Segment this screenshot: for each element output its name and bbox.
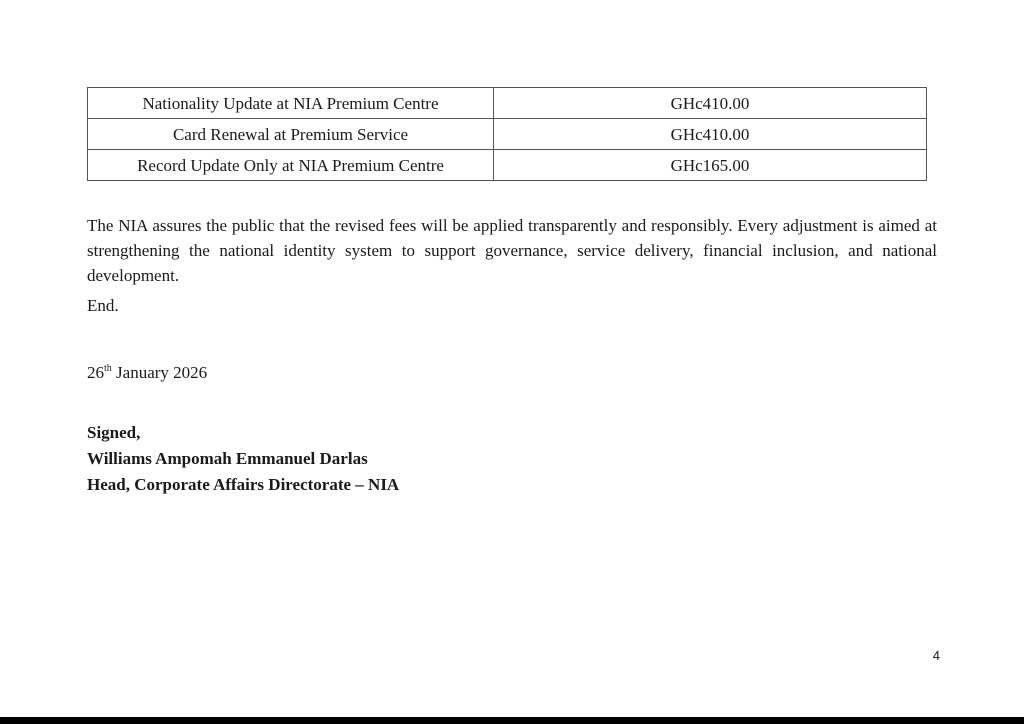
service-cell: Card Renewal at Premium Service <box>88 119 494 150</box>
bottom-border <box>0 717 1024 724</box>
assurance-paragraph: The NIA assures the public that the revised fees will be applied transparently and responsibly. Every adjustment is aimed at strengthening the national identity system to support governance, service delivery, financial inclusion, and national development. <box>87 216 937 285</box>
date-month-year: January 2026 <box>111 363 208 382</box>
signatory-title: Head, Corporate Affairs Directorate – NIA <box>87 475 400 494</box>
table-row <box>88 88 927 119</box>
table-row <box>88 119 927 150</box>
page-number: 4 <box>932 648 940 663</box>
fee-cell: GHc165.00 <box>494 150 927 181</box>
end-text: End. <box>87 296 119 315</box>
fee-cell: GHc410.00 <box>494 119 927 150</box>
fee-table <box>87 87 927 181</box>
fee-cell: GHc410.00 <box>494 88 927 119</box>
date-ordinal: th <box>104 363 112 374</box>
service-cell: Nationality Update at NIA Premium Centre <box>88 88 494 119</box>
date-day: 26 <box>87 363 104 382</box>
signed-label: Signed, <box>87 423 141 442</box>
signature-block <box>87 420 399 498</box>
table-row <box>88 150 927 181</box>
signatory-name: Williams Ampomah Emmanuel Darlas <box>87 449 368 468</box>
document-date <box>87 360 207 385</box>
service-cell: Record Update Only at NIA Premium Centre <box>88 150 494 181</box>
